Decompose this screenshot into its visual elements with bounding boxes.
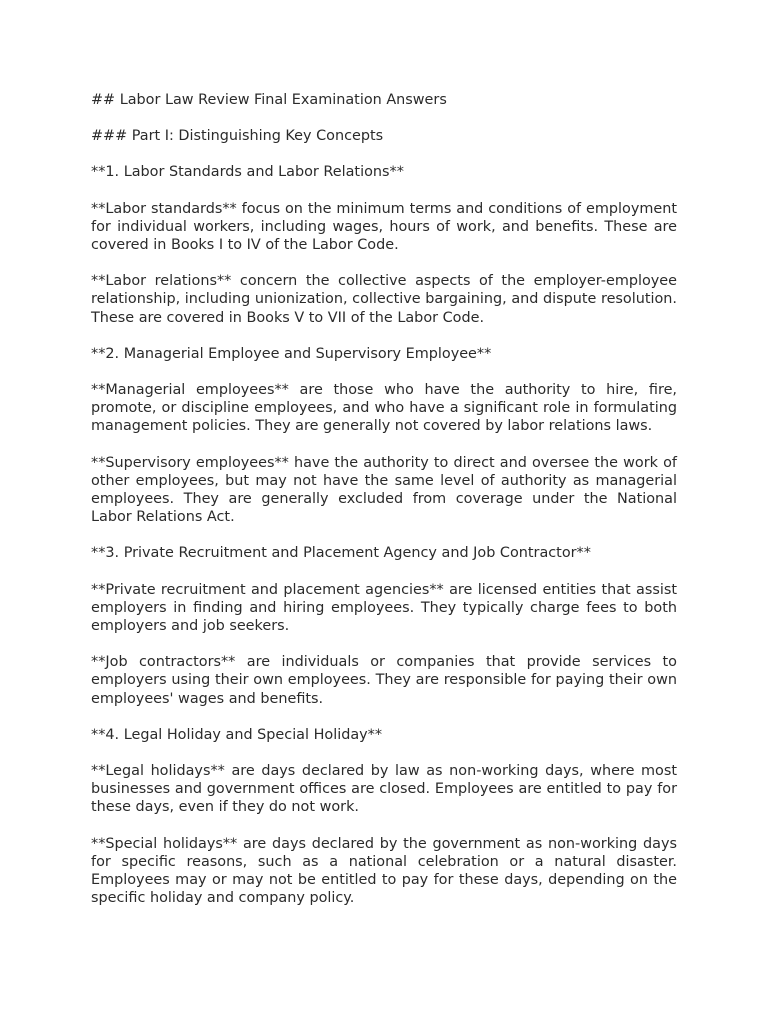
paragraph: **Labor standards** focus on the minimum terms and conditions of employment for individual workers, including wages, hours of work, and benefits. These are covered in Books I to IV of the Labor Code. [91, 200, 677, 254]
section-labor-standards-relations [91, 163, 677, 326]
paragraph: **Legal holidays** are days declared by law as non-working days, where most businesses and government offices are closed. Employees are entitled to pay for these days, even if they do not work. [91, 763, 677, 816]
section-heading: **3. Private Recruitment and Placement Agency and Job Contractor** [91, 545, 591, 562]
paragraph: **Managerial employees** are those who have the authority to hire, fire, promote, or discipline employees, and who have a significant role in formulating management policies. They are generally not covered by labor relations laws. [91, 382, 677, 435]
paragraph: **Special holidays** are days declared by the government as non-working days for specific reasons, such as a national celebration or a natural disaster. Employees may or may not be entitled to pay for these days, depending on the specific holiday and company policy. [91, 835, 677, 907]
part-heading: ### Part I: Distinguishing Key Concepts [91, 128, 384, 145]
paragraph: **Labor relations** concern the collective aspects of the employer-employee relationship, including unionization, collective bargaining, and dispute resolution. These are covered in Books V to VII of the Labor Code. [91, 273, 677, 326]
paragraph: **Job contractors** are individuals or companies that provide services to employers using their own employees. They are responsible for paying their own employees' wages and benefits. [91, 654, 677, 707]
paragraph: **Supervisory employees** have the authority to direct and oversee the work of other employees, but may not have the same level of authority as managerial employees. They are generally excluded from coverage under the National Labor Relations Act. [91, 454, 677, 526]
paragraph: **Private recruitment and placement agencies** are licensed entities that assist employers in finding and hiring employees. They typically charge fees to both employers and job seekers. [91, 581, 677, 635]
section-holidays [91, 726, 677, 908]
section-heading: **2. Managerial Employee and Supervisory Employee** [91, 345, 492, 362]
document-title: ## Labor Law Review Final Examination Answers [91, 92, 447, 108]
section-managerial-supervisory [91, 345, 677, 527]
section-recruitment-contractor [91, 544, 677, 707]
section-heading: **1. Labor Standards and Labor Relations** [91, 164, 404, 181]
section-heading: **4. Legal Holiday and Special Holiday** [91, 726, 383, 743]
